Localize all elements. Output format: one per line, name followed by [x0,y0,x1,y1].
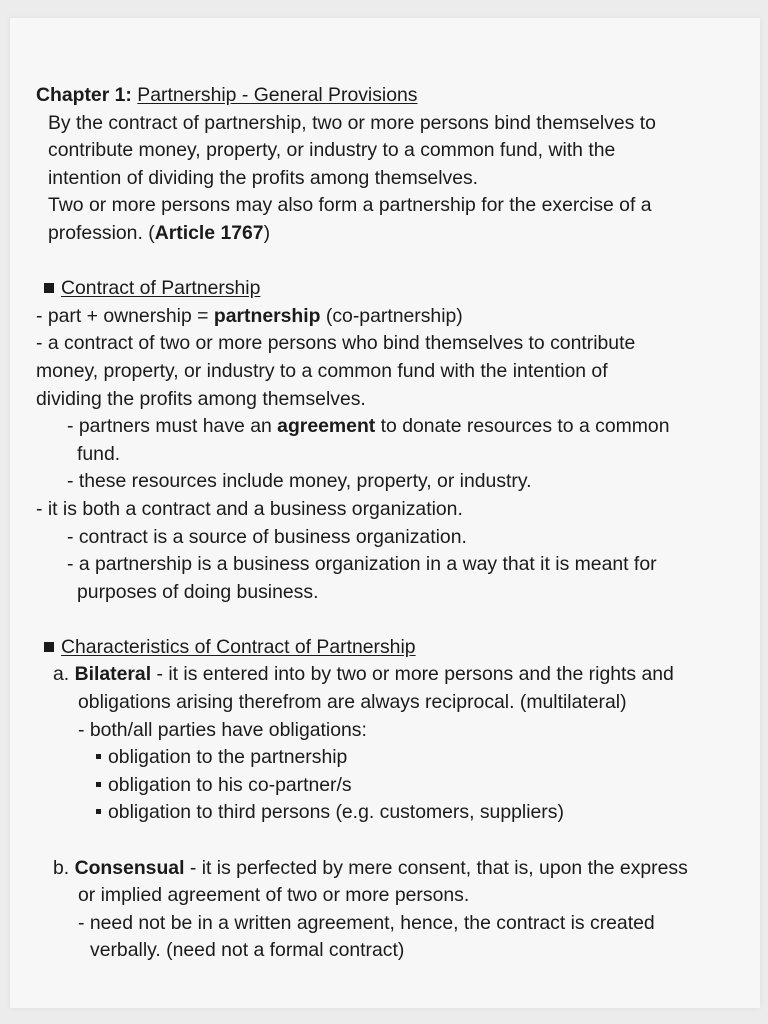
sub-point-continuation: verbally. (need not a formal contract) [90,939,405,962]
section-heading-text: Contract of Partnership [61,277,261,300]
small-square-bullet-icon [96,754,101,759]
characteristic-bilateral [36,661,760,689]
list-marker: b. [53,856,75,879]
sub-point-business: - a partnership is a business organization in a way that it is meant for [67,553,657,576]
text-fragment: (co-partnership) [320,304,463,327]
point-contract-organization: - it is both a contract and a business organization. [36,497,463,520]
sub-point-continuation: fund. [77,442,121,465]
document-page [10,18,760,1008]
definition-text-line: money, property, or industry to a common fund with the intention of [36,359,608,382]
term-bilateral: Bilateral [74,663,152,686]
sub-point-written: - need not be in a written agreement, hence, the contract is created [78,911,655,934]
term-partnership: partnership [213,304,321,327]
small-square-bullet-icon [96,809,101,814]
bullet-text: obligation to his co-partner/s [108,773,352,796]
text-fragment: profession. ( [48,221,155,244]
sub-point-source: - contract is a source of business organization. [67,525,467,548]
chapter-title: Partnership - General Provisions [137,84,418,106]
sub-point-obligations: - both/all parties have obligations: [78,718,367,741]
sub-point-agreement [36,413,760,441]
bullet-text: obligation to the partnership [108,746,348,769]
chapter-heading [36,82,760,110]
term-agreement: agreement [277,415,376,438]
section-heading-contract [36,275,760,303]
definition-text-line: - a contract of two or more persons who bind themselves to contribute [36,332,636,355]
section-heading-text: Characteristics of Contract of Partnership [61,635,416,658]
text-fragment: - part + ownership = [36,304,214,327]
bullet-text: obligation to third persons (e.g. customers, suppliers) [108,801,564,824]
text-fragment: - partners must have an [67,415,278,438]
chapter-label: Chapter 1: [36,84,132,106]
bullet-item [36,744,760,772]
chapter-text-line: contribute money, property, or industry to a common fund, with the [48,139,616,162]
term-consensual: Consensual [74,856,185,879]
text-fragment: - it is perfected by mere consent, that is, upon the express [184,856,688,879]
definition-text-line: dividing the profits among themselves. [36,387,366,410]
chapter-text-line: Two or more persons may also form a partnership for the exercise of a [48,194,652,217]
small-square-bullet-icon [96,782,101,787]
text-fragment: - it is entered into by two or more persons and the rights and [151,663,674,686]
characteristic-consensual [36,855,760,883]
sub-point-resources: - these resources include money, property, or industry. [67,470,532,493]
bullet-item [36,772,760,800]
spacer [36,248,760,276]
bullet-item [36,799,760,827]
text-fragment: ) [263,221,271,244]
characteristic-continuation: obligations arising therefrom are always reciprocal. (multilateral) [78,691,627,714]
section-heading-characteristics [36,634,760,662]
article-reference: Article 1767 [154,221,264,244]
list-marker: a. [53,663,75,686]
chapter-text-line-last [36,220,760,248]
square-bullet-icon [44,283,54,293]
spacer [36,827,760,855]
chapter-text-line: By the contract of partnership, two or more persons bind themselves to [48,111,656,134]
chapter-text-line: intention of dividing the profits among themselves. [48,166,479,189]
definition-line [36,303,760,331]
text-fragment: to donate resources to a common [375,415,670,438]
document-body [36,82,760,965]
sub-point-continuation: purposes of doing business. [77,580,319,603]
spacer [36,606,760,634]
characteristic-continuation: or implied agreement of two or more persons. [78,884,470,907]
square-bullet-icon [44,642,54,652]
